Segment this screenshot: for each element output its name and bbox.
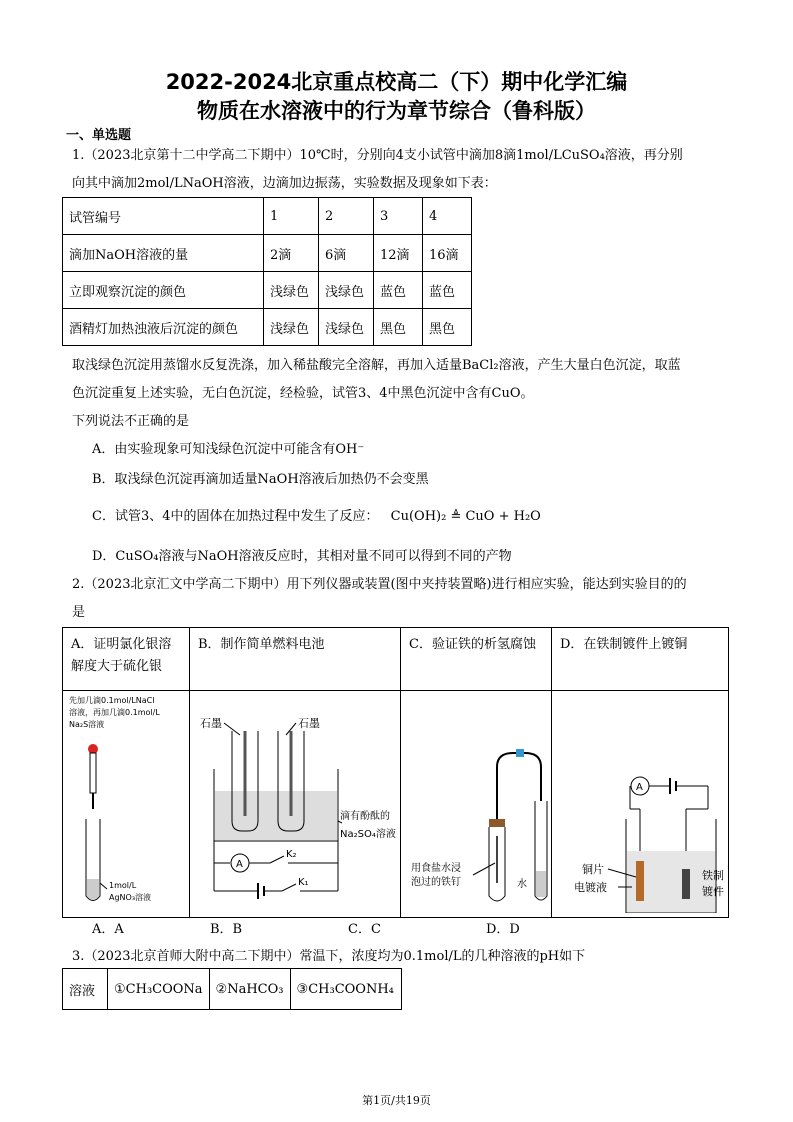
q3-line-1: 3.（2023北京首师大附中高二下期中）常温下，浓度均为0.1mol/L的几种溶液的pH如下 xyxy=(72,949,586,964)
ammeter-label: A xyxy=(236,859,243,870)
table-cell: 浅绿色 xyxy=(264,272,319,309)
iron-part-icon xyxy=(682,869,690,899)
table-row xyxy=(63,272,472,309)
figure-b-left-electrode: 石墨 xyxy=(200,717,222,730)
q2-line-2: 是 xyxy=(72,605,86,620)
figure-a-label-1: 1mol/L xyxy=(109,881,137,890)
figure-c-cell xyxy=(401,691,552,918)
figure-a-apparatus xyxy=(63,691,189,913)
q1-option-c[interactable] xyxy=(92,505,541,524)
q2-option-b[interactable]: B．B xyxy=(210,922,243,937)
table-cell: 浅绿色 xyxy=(319,309,374,346)
table-row xyxy=(63,198,472,235)
q2-header-d xyxy=(552,628,729,691)
label-line xyxy=(100,883,107,889)
table-row xyxy=(63,235,472,272)
figure-d-part-1: 铁制 xyxy=(702,869,724,882)
q2-header-b-text: B．制作简单燃料电池 xyxy=(198,637,325,652)
page-number: 第1页/共19页 xyxy=(362,1094,431,1107)
figure-a-note-2: 溶液，再加几滴0.1mol/L xyxy=(69,708,160,717)
table-cell: 2 xyxy=(319,198,374,235)
figure-a-label-2: AgNO₃溶液 xyxy=(109,893,152,902)
q1-para-1: 取浅绿色沉淀用蒸馏水反复洗涤，加入稀盐酸完全溶解，再加入适量BaCl₂溶液，产生大量白色沉淀，取蓝 xyxy=(72,358,681,373)
tube-joint-icon xyxy=(516,749,524,757)
figure-d-copper: 铜片 xyxy=(582,863,604,876)
table-row xyxy=(63,309,472,346)
figure-a-note-3: Na₂S溶液 xyxy=(69,720,105,729)
solution-icon xyxy=(87,879,99,900)
table-cell: 4 xyxy=(423,198,472,235)
table-cell: 黑色 xyxy=(423,309,472,346)
table-cell: ②NaHCO₃ xyxy=(209,969,290,1010)
figure-b-apparatus xyxy=(190,691,400,913)
section-label: 一、单选题 xyxy=(66,128,132,143)
table-cell: 滴加NaOH溶液的量 xyxy=(63,235,264,272)
q1-prompt: 下列说法不正确的是 xyxy=(72,414,190,429)
stopper-icon xyxy=(489,819,505,827)
table-cell: 蓝色 xyxy=(374,272,423,309)
q1-option-a[interactable]: A．由实验现象可知浅绿色沉淀中可能含有OH⁻ xyxy=(92,442,365,457)
q2-header-c xyxy=(401,628,552,691)
q2-option-d[interactable]: D．D xyxy=(486,922,520,937)
q2-header-a xyxy=(63,628,190,691)
figure-b-cell xyxy=(190,691,401,918)
table-cell: 浅绿色 xyxy=(319,272,374,309)
q2-header-b xyxy=(190,628,401,691)
q1-line-2: 向其中滴加2mol/LNaOH溶液，边滴加边振荡，实验数据及现象如下表： xyxy=(72,176,497,191)
ammeter-label: A xyxy=(636,782,643,793)
table-cell: 浅绿色 xyxy=(264,309,319,346)
figure-c-apparatus xyxy=(401,691,551,913)
q1-line-1: 1.（2023北京第十二中学高二下期中）10℃时，分别向4支小试管中滴加8滴1mol/LCuSO₄溶液，再分别 xyxy=(72,148,683,163)
switch-k2-label: K₂ xyxy=(286,849,297,860)
table-cell: 12滴 xyxy=(374,235,423,272)
switch-k1-icon xyxy=(282,884,296,891)
figure-b-solution-1: 滴有酚酞的 xyxy=(340,811,390,822)
table-row xyxy=(63,969,402,1010)
q2-header-c-text: C．验证铁的析氢腐蚀 xyxy=(409,637,536,652)
q1-option-c-text: C．试管3、4中的固体在加热过程中发生了反应： xyxy=(92,509,379,524)
figure-a-note-1: 先加几滴0.1mol/LNaCl xyxy=(69,696,155,705)
q3-table xyxy=(62,968,402,1010)
figure-b-solution-2: Na₂SO₄溶液 xyxy=(340,829,396,840)
q1-option-b[interactable]: B．取浅绿色沉淀再滴加适量NaOH溶液后加热仍不会变黑 xyxy=(92,472,429,487)
table-cell: 16滴 xyxy=(423,235,472,272)
figure-c-nail-2: 泡过的铁钉 xyxy=(411,877,461,888)
figure-a-cell xyxy=(63,691,190,918)
q1-para-2: 色沉淀重复上述实验，无白色沉淀，经检验，试管3、4中黑色沉淀中含有CuO。 xyxy=(72,386,534,401)
figure-c-nail-1: 用食盐水浸 xyxy=(411,863,461,874)
q1-table xyxy=(62,197,472,346)
table-cell: 溶液 xyxy=(63,969,108,1010)
switch-k2-icon xyxy=(270,856,284,863)
figure-d-apparatus xyxy=(552,691,728,913)
table-cell: 6滴 xyxy=(319,235,374,272)
table-cell: 酒精灯加热浊液后沉淀的颜色 xyxy=(63,309,264,346)
table-row xyxy=(63,691,729,918)
q2-header-d-text: D．在铁制镀件上镀铜 xyxy=(560,637,688,652)
table-cell: ①CH₃COONa xyxy=(108,969,210,1010)
q2-header-a-line2: 解度大于硫化银 xyxy=(71,659,163,674)
copper-plate-icon xyxy=(636,861,644,901)
q2-figure-table xyxy=(62,627,729,918)
table-cell: 3 xyxy=(374,198,423,235)
figure-c-water: 水 xyxy=(517,879,527,890)
table-cell: 黑色 xyxy=(374,309,423,346)
beaker-solution-icon xyxy=(215,791,337,840)
table-cell: 2滴 xyxy=(264,235,319,272)
table-row xyxy=(63,628,729,691)
q2-header-a-line1: A．证明氯化银溶 xyxy=(71,637,172,652)
q2-option-c[interactable]: C．C xyxy=(348,922,381,937)
table-cell: 试管编号 xyxy=(63,198,264,235)
q1-option-d[interactable]: D．CuSO₄溶液与NaOH溶液反应时，其相对量不同可以得到不同的产物 xyxy=(92,549,512,564)
dropper-tube-icon xyxy=(90,753,96,793)
switch-k1-label: K₁ xyxy=(298,877,309,888)
figure-b-right-electrode: 石墨 xyxy=(298,717,320,730)
figure-d-cell xyxy=(552,691,729,918)
title-line-2: 物质在水溶液中的行为章节综合（鲁科版） xyxy=(197,99,596,123)
figure-d-electrolyte: 电镀液 xyxy=(574,881,607,894)
q1-option-c-equation: Cu(OH)₂ ≜ CuO + H₂O xyxy=(390,509,541,524)
water-icon xyxy=(536,871,546,897)
figure-d-part-2: 镀件 xyxy=(702,885,724,898)
title-line-1: 2022-2024北京重点校高二（下）期中化学汇编 xyxy=(165,70,628,94)
q2-option-a[interactable]: A．A xyxy=(92,922,124,937)
table-cell: 立即观察沉淀的颜色 xyxy=(63,272,264,309)
table-cell: ③CH₃COONH₄ xyxy=(290,969,401,1010)
table-cell: 蓝色 xyxy=(423,272,472,309)
table-cell: 1 xyxy=(264,198,319,235)
q2-line-1: 2.（2023北京汇文中学高二下期中）用下列仪器或装置(图中夹持装置略)进行相应实验，能达到实验目的的 xyxy=(72,577,687,592)
